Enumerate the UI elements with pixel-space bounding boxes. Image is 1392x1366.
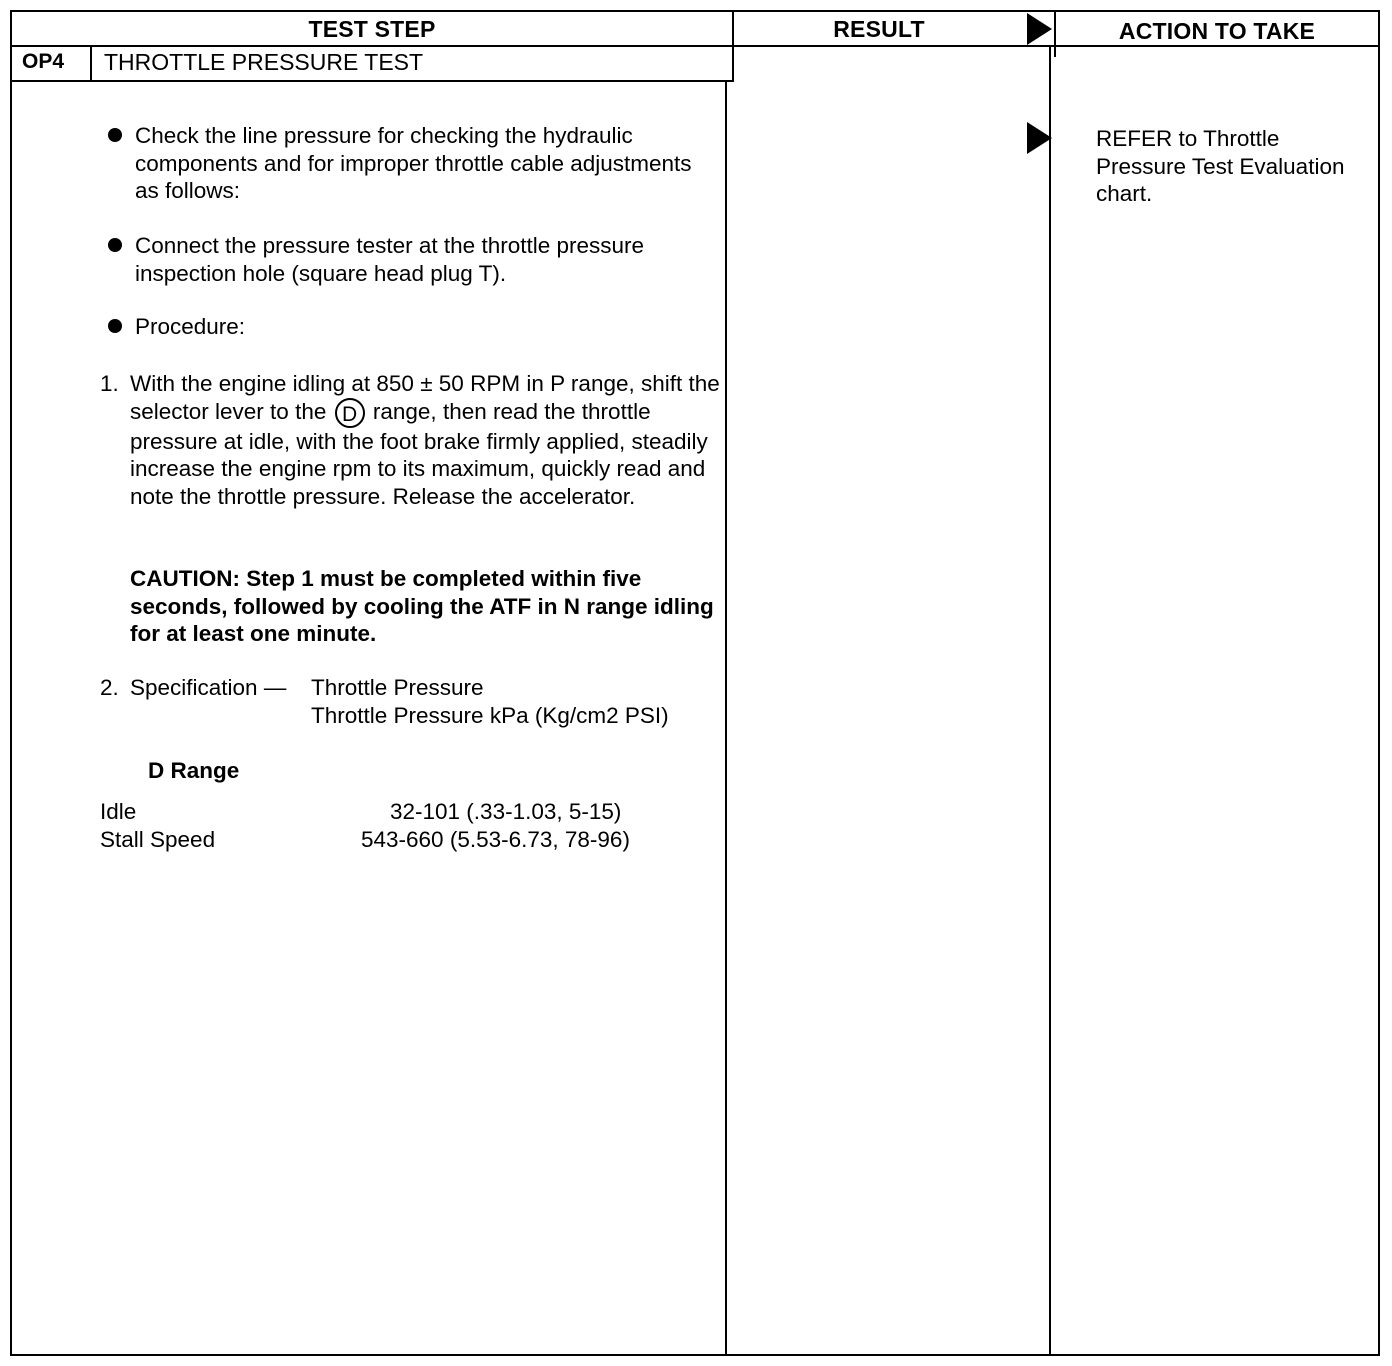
step-1-text-a: With the engine idling at 850 ± 50 RPM in P range, shift the selector lever to the bbox=[130, 371, 720, 424]
header-action: ACTION TO TAKE bbox=[1118, 17, 1316, 44]
bullet-dot-icon bbox=[108, 238, 122, 252]
result-arrow-icon bbox=[1027, 122, 1052, 154]
col-sep-action-body bbox=[1049, 45, 1051, 1356]
step-code-sep bbox=[90, 45, 92, 82]
header-result: RESULT bbox=[833, 15, 925, 42]
header-result-arrow-icon bbox=[1027, 13, 1052, 45]
spec-row-value: 32-101 (.33-1.03, 5-15) bbox=[390, 799, 622, 824]
step-title-divider bbox=[10, 80, 734, 82]
step-2-spec-line-2: Throttle Pressure kPa (Kg/cm2 PSI) bbox=[311, 703, 669, 728]
procedure-step-1 bbox=[100, 370, 720, 540]
bullet-connect-tester: Connect the pressure tester at the throttle pressure inspection hole (square head plug T). bbox=[135, 233, 645, 286]
step-1-number: 1. bbox=[100, 371, 119, 396]
caution-note: CAUTION: Step 1 must be completed within five seconds, followed by cooling the ATF in N range idling for at least one minute. bbox=[130, 566, 714, 646]
spec-row-value: 543-660 (5.53-6.73, 78-96) bbox=[361, 827, 630, 852]
bullet-check-line-pressure: Check the line pressure for checking the hydraulic components and for improper throttle cable adjustments as follows: bbox=[135, 123, 692, 203]
spec-row-label: Idle bbox=[100, 799, 137, 824]
col-sep-teststep-body bbox=[725, 82, 727, 1356]
step-1-text-b: range, then read the throttle pressure at idle, with the foot brake firmly applied, steadily increase the engine rpm to its maximum, quickly read and note the throttle pressure. Release the accelerator. bbox=[130, 398, 708, 509]
bullet-dot-icon bbox=[108, 128, 122, 142]
frame-right bbox=[1378, 10, 1380, 1356]
step-1-text bbox=[130, 370, 720, 510]
bullet-dot-icon bbox=[108, 319, 122, 333]
step-2-label: Specification — bbox=[130, 675, 287, 700]
spec-table-heading: D Range bbox=[148, 758, 240, 783]
action-refer-text: REFER to Throttle Pressure Test Evaluation chart. bbox=[1096, 126, 1345, 206]
frame-left bbox=[10, 10, 12, 1356]
step-2-number: 2. bbox=[100, 675, 119, 700]
circled-d-range-icon: D bbox=[335, 398, 365, 428]
bullet-procedure: Procedure: bbox=[135, 314, 246, 339]
step-code: OP4 bbox=[22, 50, 65, 73]
frame-bottom bbox=[10, 1354, 1380, 1356]
header-test-step: TEST STEP bbox=[308, 15, 436, 42]
step-2-spec-line-1: Throttle Pressure bbox=[311, 675, 484, 700]
spec-row-label: Stall Speed bbox=[100, 827, 216, 852]
step-title: THROTTLE PRESSURE TEST bbox=[104, 49, 424, 75]
